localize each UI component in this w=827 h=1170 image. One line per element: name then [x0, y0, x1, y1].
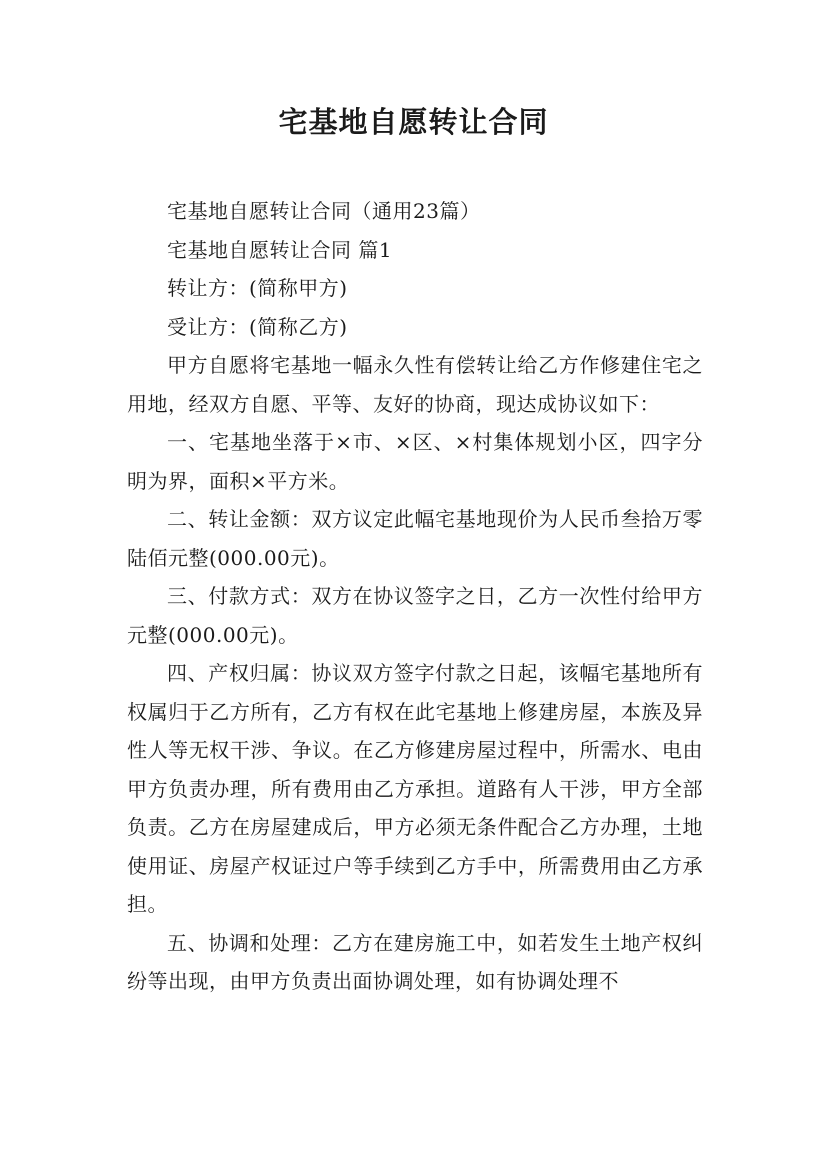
paragraph-clause-coordination: 五、协调和处理：乙方在建房施工中，如若发生土地产权纠纷等出现，由甲方负责出面协调处理，如有协调处理不	[127, 930, 703, 993]
paragraph-article-heading: 宅基地自愿转让合同 篇1	[167, 237, 393, 262]
paragraph-clause-amount: 二、转让金额：双方议定此幅宅基地现价为人民币叁拾万零陆佰元整(000.00元)。	[127, 507, 703, 570]
paragraph-clause-payment: 三、付款方式：双方在协议签字之日，乙方一次性付给甲方 元整(000.00元)。	[127, 584, 703, 647]
paragraph-collection-heading: 宅基地自愿转让合同（通用23篇）	[167, 199, 481, 223]
document-title: 宅基地自愿转让合同	[278, 105, 549, 139]
paragraph-transferor: 转让方：(简称甲方)	[167, 276, 348, 300]
paragraph-clause-ownership: 四、产权归属：协议双方签字付款之日起，该幅宅基地所有权属归于乙方所有，乙方有权在此宅基地上修建房屋，本族及异性人等无权干涉、争议。在乙方修建房屋过程中，所需水、电由甲方负责办理，所有费用由乙方承担。道路有人干涉，甲方全部负责。乙方在房屋建成后，甲方必须无条件配合乙方办理，土地使用证、房屋产权证过户等手续到乙方手中，所需费用由乙方承担。	[127, 661, 703, 916]
paragraph-transferee: 受让方：(简称乙方)	[167, 314, 348, 339]
document-body	[127, 192, 703, 1001]
paragraph-clause-location: 一、宅基地坐落于×市、×区、×村集体规划小区，四字分明为界，面积×平方米。	[127, 430, 703, 493]
paragraph-preamble: 甲方自愿将宅基地一幅永久性有偿转让给乙方作修建住宅之用地，经双方自愿、平等、友好的协商，现达成协议如下：	[127, 353, 703, 416]
